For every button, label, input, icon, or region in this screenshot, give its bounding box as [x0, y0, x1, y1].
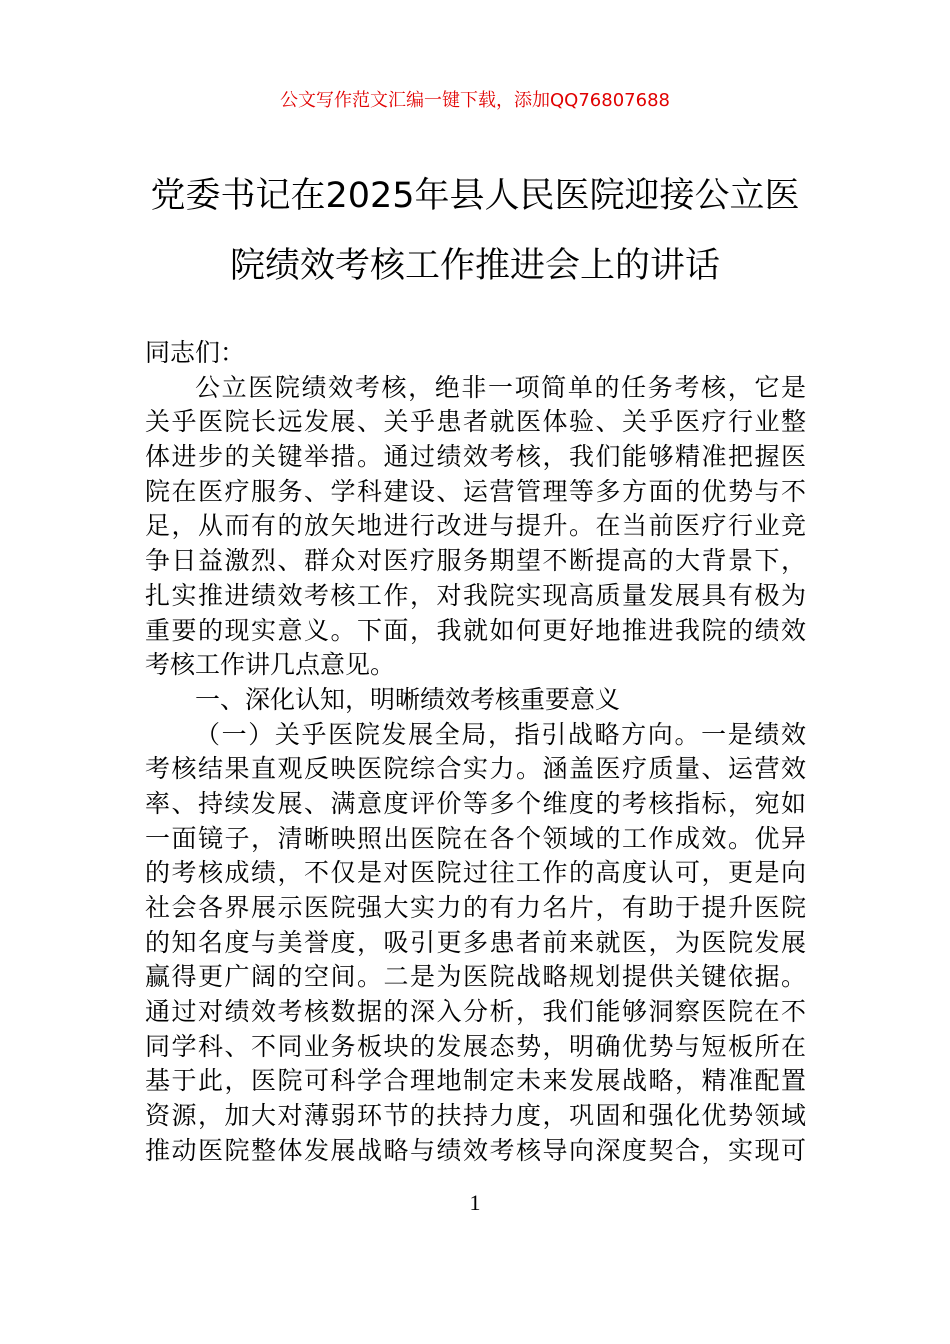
body-text-line: 院在医疗服务、学科建设、运营管理等多方面的优势与不	[145, 476, 806, 506]
promo-header-note: 公文写作范文汇编一键下载，添加QQ76807688	[280, 90, 670, 111]
document-title-line-2: 院绩效考核工作推进会上的讲话	[229, 246, 720, 286]
body-text-line: 重要的现实意义。下面，我就如何更好地推进我院的绩效	[145, 615, 806, 645]
body-text-line: 率、持续发展、满意度评价等多个维度的考核指标，宛如	[145, 788, 806, 818]
body-text-line: 一面镜子，清晰映照出医院在各个领域的工作成效。优异	[145, 823, 806, 853]
body-text-line: 同学科、不同业务板块的发展态势，明确优势与短板所在	[145, 1031, 806, 1061]
body-text-line: 争日益激烈、群众对医疗服务期望不断提高的大背景下，	[145, 546, 806, 576]
page-number: 1	[469, 1190, 481, 1215]
body-text-line: 通过对绩效考核数据的深入分析，我们能够洞察医院在不	[145, 997, 806, 1027]
section-heading: 一、深化认知，明晰绩效考核重要意义	[195, 684, 621, 714]
body-text-line: 扎实推进绩效考核工作，对我院实现高质量发展具有极为	[145, 580, 806, 610]
body-text-line: （一）关乎医院发展全局，指引战略方向。一是绩效	[195, 719, 806, 749]
body-text-line: 赢得更广阔的空间。二是为医院战略规划提供关键依据。	[145, 962, 806, 992]
body-text-line: 公立医院绩效考核，绝非一项简单的任务考核，它是	[195, 372, 806, 402]
body-text-line: 推动医院整体发展战略与绩效考核导向深度契合，实现可	[145, 1135, 806, 1165]
document-body	[145, 336, 806, 1169]
body-text-line: 考核结果直观反映医院综合实力。涵盖医疗质量、运营效	[145, 754, 806, 784]
body-text-line: 关乎医院长远发展、关乎患者就医体验、关乎医疗行业整	[145, 407, 806, 437]
body-text-line: 的考核成绩，不仅是对医院过往工作的高度认可，更是向	[145, 858, 806, 888]
body-text-line: 资源，加大对薄弱环节的扶持力度，巩固和强化优势领域	[145, 1101, 806, 1131]
body-text-line: 考核工作讲几点意见。	[145, 650, 396, 680]
body-text-line: 足，从而有的放矢地进行改进与提升。在当前医疗行业竞	[145, 511, 806, 541]
body-text-line: 的知名度与美誉度，吸引更多患者前来就医，为医院发展	[145, 927, 806, 957]
salutation: 同志们：	[145, 338, 246, 367]
document-title-line-1: 党委书记在2025年县人民医院迎接公立医	[150, 176, 800, 216]
body-text-line: 基于此，医院可科学合理地制定未来发展战略，精准配置	[145, 1066, 806, 1096]
body-text-line: 体进步的关键举措。通过绩效考核，我们能够精准把握医	[145, 442, 806, 472]
body-text-line: 社会各界展示医院强大实力的有力名片，有助于提升医院	[145, 893, 806, 922]
